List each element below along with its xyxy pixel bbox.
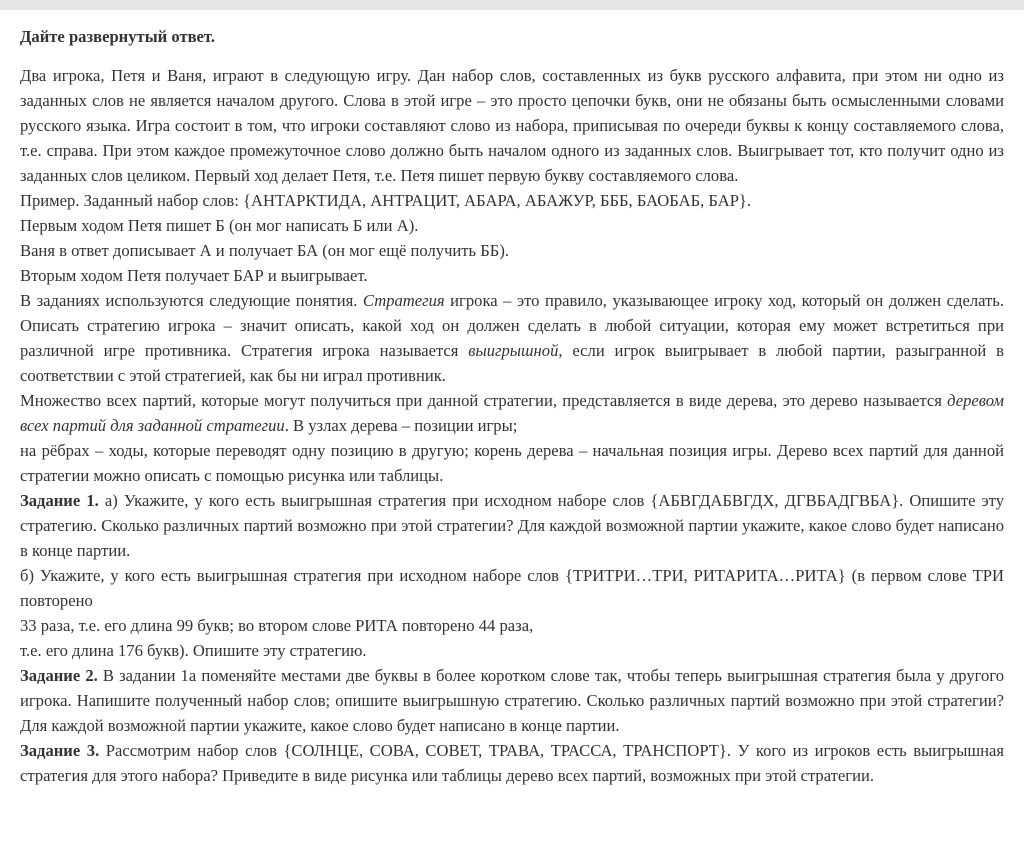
page-heading: Дайте развернутый ответ. bbox=[20, 27, 215, 46]
task-2: Задание 2. В задании 1а поменяйте местами две буквы в более коротком слове так, чтобы теперь выигрышная стратегия была у другого игрока. Напишите полученный набор слов; опишите выигрышную стратегию. Сколько различных партий возможно при этой стратегии? Для каждой возможной партии укажите, какое слово будет написано в конце партии. bbox=[20, 666, 1005, 735]
task-1b-line-2: 33 раза, т.е. его длина 99 букв; во втором слове РИТА повторено 44 раза, bbox=[20, 616, 534, 635]
task-content bbox=[20, 10, 1004, 788]
task-1-label: Задание 1. bbox=[20, 491, 99, 510]
top-bar bbox=[0, 0, 1024, 10]
example-move-3: Вторым ходом Петя получает БАР и выигрывает. bbox=[20, 266, 368, 285]
game-description: Два игрока, Петя и Ваня, играют в следующую игру. Дан набор слов, составленных из букв русского алфавита, при этом ни одно из заданных слов не является началом другого. Слова в этой игре – это просто цепочки букв, они не обязаны быть осмысленными словами русского языка. Игра состоит в том, что игроки составляют слово из набора, приписывая по очереди буквы к концу составляемого слова, т.е. справа. При этом каждое промежуточное слово должно быть началом одного из заданных слов. Выигрывает тот, кто получит одно из заданных слов целиком. Первый ход делает Петя, т.е. Петя пишет первую букву составляемого слова. bbox=[20, 66, 1004, 185]
task-1b-line-3: т.е. его длина 176 букв). Опишите эту стратегию. bbox=[20, 641, 367, 660]
tree-definition: Множество всех партий, которые могут получиться при данной стратегии, представляется в виде дерева, это дерево называется деревом всех партий для заданной стратегии. В узлах дерева – позиции игры; bbox=[20, 391, 1004, 435]
strategy-definition: В заданиях используются следующие понятия. Стратегия игрока – это правило, указывающее игроку ход, который он должен сделать. Описать стратегию игрока – значит описать, какой ход он должен сделать в любой ситуации, которая ему может встретиться при различной игре противника. Стратегия игрока называется выигрышной, если игрок выигрывает в любой партии, разыгранной в соответствии с этой стратегией, как бы ни играл противник. bbox=[20, 291, 1005, 385]
term-tree: деревом всех партий для заданной стратегии bbox=[20, 391, 1004, 435]
example-move-1: Первым ходом Петя пишет Б (он мог написать Б или А). bbox=[20, 216, 419, 235]
example-set: Пример. Заданный набор слов: {АНТАРКТИДА, АНТРАЦИТ, АБАРА, АБАЖУР, БББ, БАОБАБ, БАР}. bbox=[20, 191, 752, 210]
task-2-label: Задание 2. bbox=[20, 666, 98, 685]
task-3: Задание 3. Рассмотрим набор слов {СОЛНЦЕ, СОВА, СОВЕТ, ТРАВА, ТРАССА, ТРАНСПОРТ}. У кого из игроков есть выигрышная стратегия для этого набора? Приведите в виде рисунка или таблицы дерево всех партий, возможных при этой стратегии. bbox=[20, 741, 1004, 785]
term-strategy: Стратегия bbox=[362, 291, 445, 310]
task-1a: Задание 1. а) Укажите, у кого есть выигрышная стратегия при исходном наборе слов {АБВГДАБВГДХ, ДГВБАДГВБА}. Опишите эту стратегию. Сколько различных партий возможно при этой стратегии? Для каждой возможной партии укажите, какое слово будет написано в конце партии. bbox=[20, 491, 1004, 560]
task-1b: б) Укажите, у кого есть выигрышная стратегия при исходном наборе слов {ТРИТРИ…ТРИ, РИТАРИТА…РИТА} (в первом слове ТРИ повторено bbox=[20, 566, 1004, 610]
tree-edges-description: на рёбрах – ходы, которые переводят одну позицию в другую; корень дерева – начальная позиция игры. Дерево всех партий для данной стратегии можно описать с помощью рисунка или таблицы. bbox=[20, 441, 1004, 485]
task-3-label: Задание 3. bbox=[20, 741, 100, 760]
term-winning: выигрышной bbox=[468, 341, 559, 360]
example-move-2: Ваня в ответ дописывает А и получает БА (он мог ещё получить ББ). bbox=[20, 241, 510, 260]
